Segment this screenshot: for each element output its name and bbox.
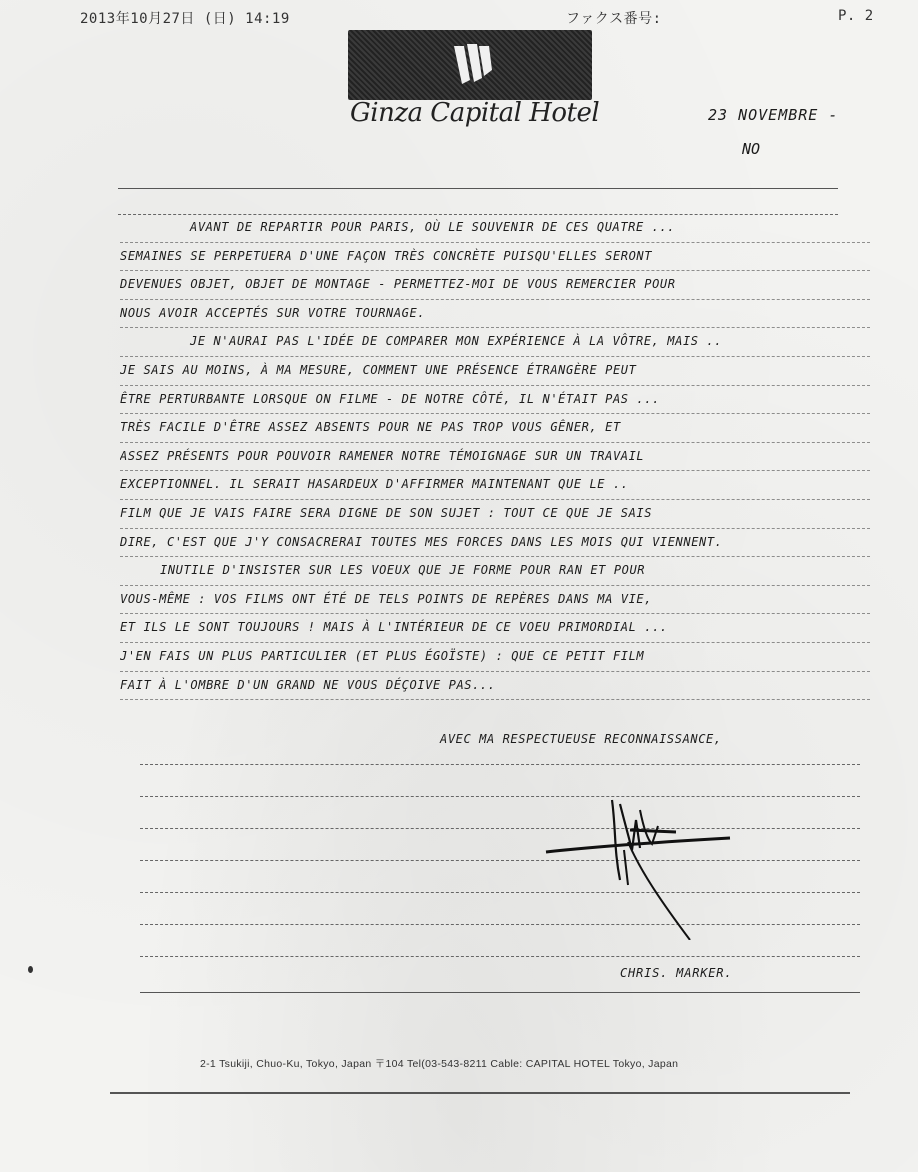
letter-line: INUTILE D'INSISTER SUR LES VOEUX QUE JE FORME POUR RAN ET POUR — [120, 557, 870, 586]
ruled-line — [140, 956, 860, 957]
letter-closing: AVEC MA RESPECTUEUSE RECONNAISSANCE, — [440, 732, 722, 746]
ruled-line — [140, 796, 860, 797]
letter-date: 23 NOVEMBRE - — [708, 106, 839, 124]
ruled-line — [140, 764, 860, 765]
letter-line: ASSEZ PRÉSENTS POUR POUVOIR RAMENER NOTRE TÉMOIGNAGE SUR UN TRAVAIL — [120, 443, 870, 472]
letter-line: ÊTRE PERTURBANTE LORSQUE ON FILME - DE NOTRE CÔTÉ, IL N'ÉTAIT PAS ... — [120, 386, 870, 415]
letter-line: TRÈS FACILE D'ÊTRE ASSEZ ABSENTS POUR NE PAS TROP VOUS GÊNER, ET — [120, 414, 870, 443]
ruled-line — [140, 828, 860, 829]
letter-line: ET ILS LE SONT TOUJOURS ! MAIS À L'INTÉRIEUR DE CE VOEU PRIMORDIAL ... — [120, 614, 870, 643]
ruled-line — [118, 188, 838, 189]
letter-line: JE N'AURAI PAS L'IDÉE DE COMPARER MON EXPÉRIENCE À LA VÔTRE, MAIS .. — [120, 328, 870, 357]
letter-line: NOUS AVOIR ACCEPTÉS SUR VOTRE TOURNAGE. — [120, 300, 870, 329]
letter-line: DIRE, C'EST QUE J'Y CONSACRERAI TOUTES MES FORCES DANS LES MOIS QUI VIENNENT. — [120, 529, 870, 558]
fax-date-time: 2013年10月27日 (日) 14:19 — [80, 11, 290, 27]
letter-body — [120, 214, 870, 700]
letter-line: VOUS-MÊME : VOS FILMS ONT ÉTÉ DE TELS POINTS DE REPÈRES DANS MA VIE, — [120, 586, 870, 615]
hotel-address: 2-1 Tsukiji, Chuo-Ku, Tokyo, Japan 〒104 Tel(03-543-8211 Cable: CAPITAL HOTEL Tokyo, Japan — [200, 1058, 679, 1070]
fax-number-label: ファクス番号: — [566, 11, 662, 27]
ruled-line — [140, 924, 860, 925]
letter-line: AVANT DE REPARTIR POUR PARIS, OÙ LE SOUVENIR DE CES QUATRE ... — [120, 214, 870, 243]
ruled-line — [140, 892, 860, 893]
letter-line: SEMAINES SE PERPETUERA D'UNE FAÇON TRÈS CONCRÈTE PUISQU'ELLES SERONT — [120, 243, 870, 272]
letter-line: JE SAIS AU MOINS, À MA MESURE, COMMENT UNE PRÉSENCE ÉTRANGÈRE PEUT — [120, 357, 870, 386]
ruled-line — [110, 1092, 850, 1094]
ink-speck — [28, 966, 33, 973]
ruled-line — [140, 992, 860, 993]
letter-line: J'EN FAIS UN PLUS PARTICULIER (ET PLUS ÉGOÏSTE) : QUE CE PETIT FILM — [120, 643, 870, 672]
letter-number-label: NO — [742, 140, 761, 158]
hotel-emblem-icon — [448, 40, 494, 90]
hotel-logo-band — [348, 30, 592, 100]
signer-name: CHRIS. MARKER. — [620, 966, 733, 980]
letter-line: EXCEPTIONNEL. IL SERAIT HASARDEUX D'AFFIRMER MAINTENANT QUE LE .. — [120, 471, 870, 500]
letter-line: DEVENUES OBJET, OBJET DE MONTAGE - PERMETTEZ-MOI DE VOUS REMERCIER POUR — [120, 271, 870, 300]
signature — [540, 790, 740, 940]
ruled-line — [140, 860, 860, 861]
letter-line: FAIT À L'OMBRE D'UN GRAND NE VOUS DÉÇOIVE PAS... — [120, 672, 870, 701]
letter-line: FILM QUE JE VAIS FAIRE SERA DIGNE DE SON SUJET : TOUT CE QUE JE SAIS — [120, 500, 870, 529]
hotel-name-logo: Ginza Capital Hotel — [350, 98, 600, 128]
fax-page-number: P. 2 — [838, 8, 874, 24]
